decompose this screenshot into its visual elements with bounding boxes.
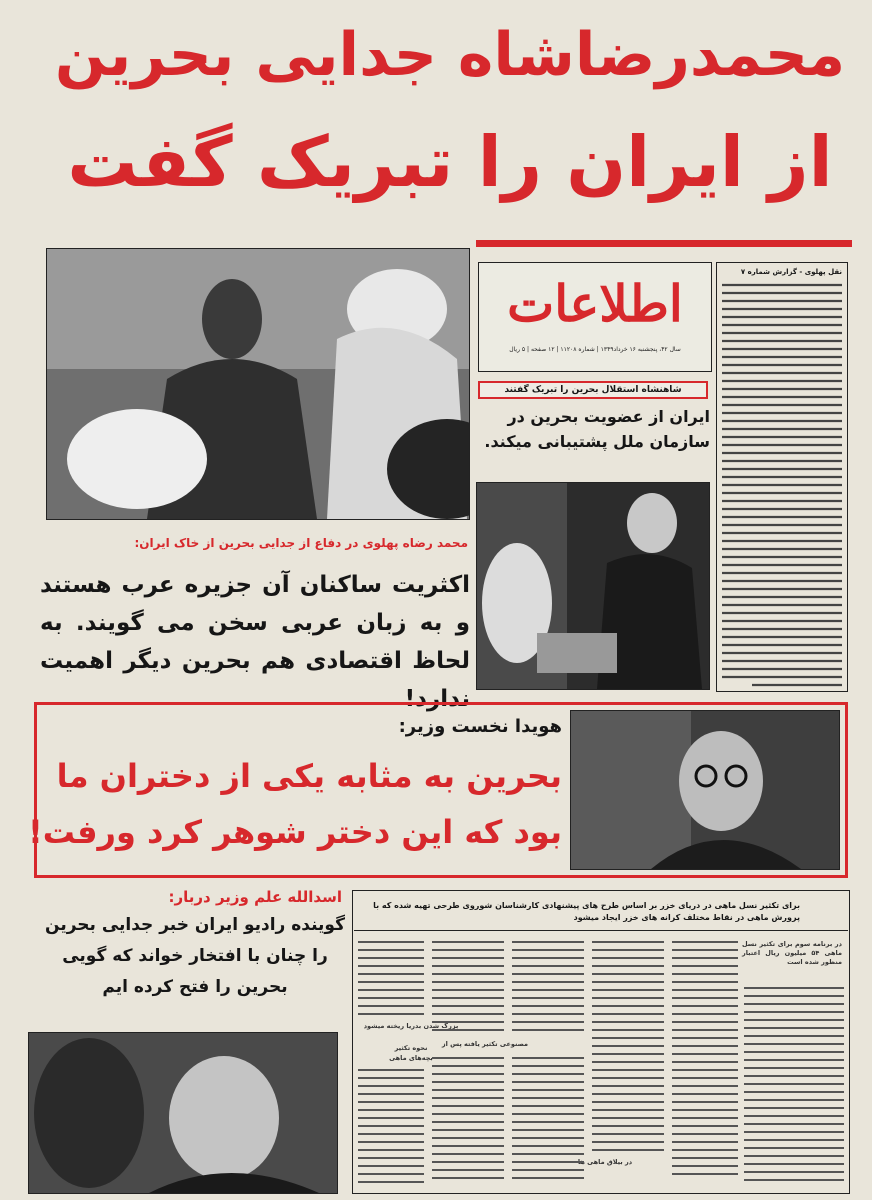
hoveyda-label: هویدا نخست وزیر:	[398, 716, 562, 737]
fish-divider-1	[354, 930, 848, 931]
headline-line-2: از ایران را تبریک گفت	[67, 121, 833, 203]
shah-and-king-photo	[46, 248, 470, 520]
fish-article-headline: برای تکثیر نسل ماهی در دریای خزر بر اساس طرح های پیشنهادی کارشناسان شوروی طرحی تهیه شده که با پرورش ماهی در نقاط مختلف کرانه های خزر ایجاد میشود	[373, 901, 800, 922]
fish-subhead-4: بچه‌های ماهی	[389, 1054, 433, 1062]
fish-article-columns	[354, 934, 740, 1190]
masthead	[478, 262, 712, 372]
alam-label: اسدالله علم وزیر دربار:	[168, 888, 342, 906]
alam-photo	[28, 1032, 338, 1194]
side-column	[716, 262, 848, 692]
hoveyda-photo	[570, 710, 840, 870]
fish-article-right-column	[742, 980, 846, 1186]
fish-article-intro: در برنامه سوم برای تکثیر نسل ماهی ۵۴ میلیون ریال اعتبار منظور شده است	[742, 940, 842, 966]
hoveyda-quote-line-2: بود که این دختر شوهر کرد ورفت!	[28, 813, 562, 851]
fish-subhead-3: نحوه تکثیر	[394, 1044, 428, 1052]
alam-quote: گوینده رادیو ایران خبر جدایی بحرین را چنان با افتخار خواند که گویی بحرین را فتح کرده ایم	[45, 915, 345, 997]
shah-caption: محمد رضاه پهلوی در دفاع از جدایی بحرین از خاک ایران:	[134, 536, 468, 550]
fish-subhead-1: مصنوعی تکثیر یافته پس از	[441, 1040, 529, 1048]
masthead-top-rule	[476, 240, 852, 247]
headline-line-1: محمدرضاشاه جدایی بحرین	[54, 20, 846, 90]
side-column-heading: نقل پهلوی - گزارش شماره ۷	[740, 268, 842, 276]
shah-greeting-photo	[476, 482, 710, 690]
congrats-text: ایران از عضویت بحرین در سازمان ملل پشتیبانی میکند.	[484, 407, 710, 451]
hoveyda-quote-line-1: بحرین به مثابه یکی از دختران ما	[56, 757, 562, 795]
masthead-logo: اطلاعات	[507, 274, 683, 333]
fish-subhead-5: در بیلاق ماهی ها	[577, 1158, 633, 1166]
masthead-info: سال ۴۲، پنجشنبه ۱۶ خرداد۱۳۴۹ | شماره ۱۱۲۰۸ | ۱۲ صفحه | ۵ ریال	[509, 346, 681, 353]
fish-subhead-2: بزرگ شدن بدریا ریخته میشود	[363, 1022, 459, 1030]
congrats-label: شاهنشاه استقلال بحرین را تبریک گفتند	[478, 381, 708, 399]
shah-quote: اکثریت ساکنان آن جزیره عرب هستند و به زبان عربی سخن می گویند. به لحاظ اقتصادی هم بحرین دیگر اهمیت ندارد!	[40, 572, 470, 712]
side-column-body	[722, 279, 842, 689]
